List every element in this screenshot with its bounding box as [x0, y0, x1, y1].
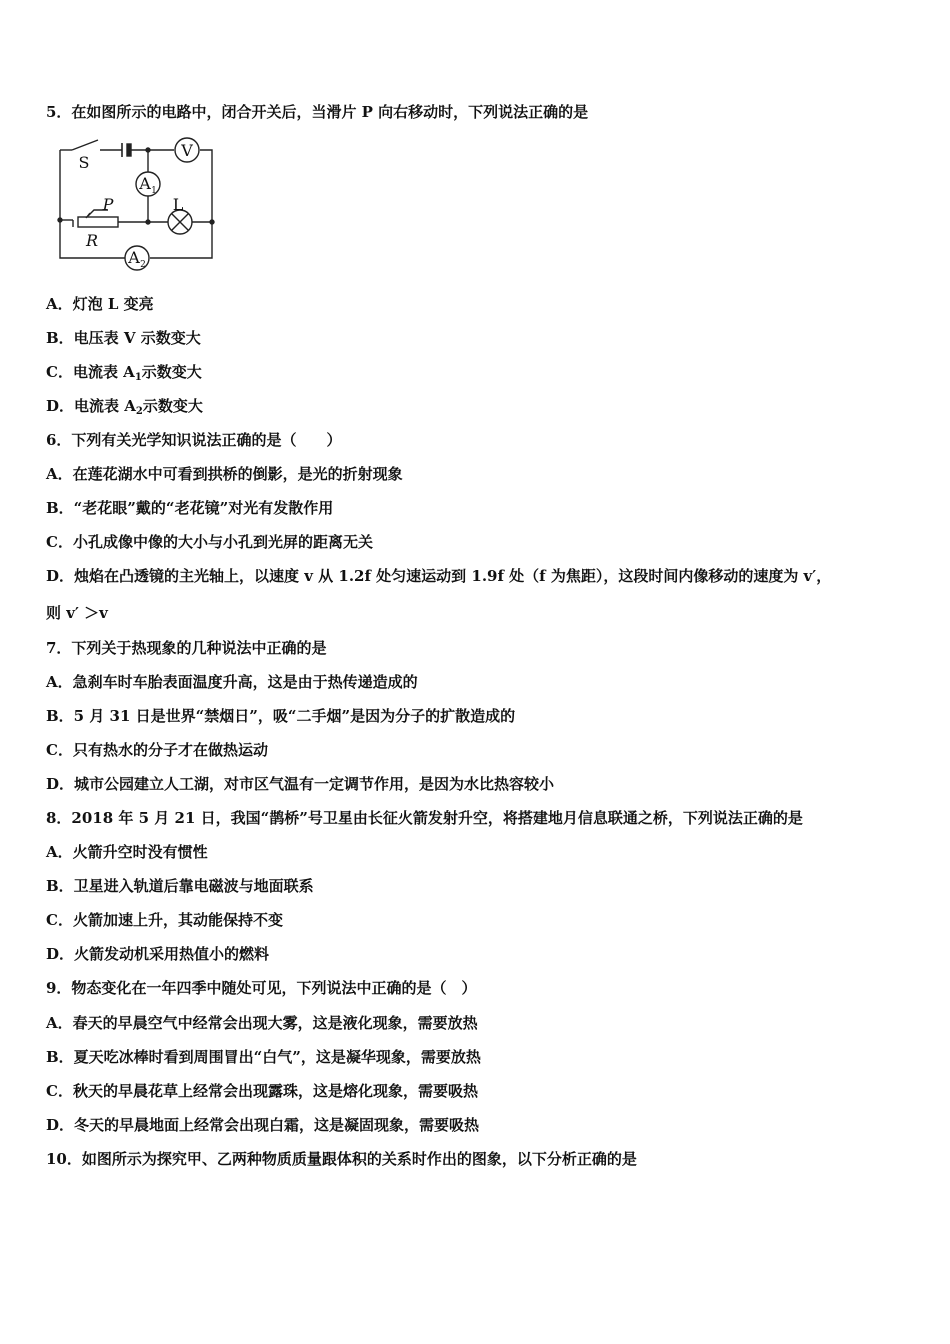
option-d-text: D．电流表 A — [46, 397, 136, 415]
lamp-label: L — [172, 195, 184, 214]
switch-blade — [72, 140, 98, 150]
question-5-option-c — [46, 361, 910, 389]
slider-label: P — [102, 195, 114, 214]
question-7-option-d: D．城市公园建立人工湖，对市区气温有一定调节作用，是因为水比热容较小 — [46, 775, 555, 793]
question-9-stem: 9．物态变化在一年四季中随处可见，下列说法中正确的是（ ） — [46, 979, 477, 997]
option-c-subscript: 1 — [134, 372, 142, 383]
question-5-stem: 5．在如图所示的电路中，闭合开关后，当滑片 P 向右移动时，下列说法正确的是 — [46, 103, 589, 121]
question-9-option-a: A．春天的早晨空气中经常会出现大雾，这是液化现象，需要放热 — [46, 1014, 478, 1032]
question-7-option-c: C．只有热水的分子才在做热运动 — [46, 741, 268, 759]
ammeter-a2-sub: 2 — [140, 260, 146, 270]
question-8-option-b: B．卫星进入轨道后靠电磁波与地面联系 — [46, 877, 314, 895]
option-c-text-end: 示数变大 — [141, 363, 202, 381]
question-7-option-a: A．急刹车时车胎表面温度升高，这是由于热传递造成的 — [46, 673, 418, 691]
question-8-option-c: C．火箭加速上升，其动能保持不变 — [46, 911, 283, 929]
question-7-stem: 7．下列关于热现象的几种说法中正确的是 — [46, 639, 327, 657]
question-6-option-d-cont: 则 v′ ＞v — [46, 604, 108, 622]
question-9-option-b: B．夏天吃冰棒时看到周围冒出“白气”，这是凝华现象，需要放热 — [46, 1048, 481, 1066]
question-5-option-a: A．灯泡 L 变亮 — [46, 295, 154, 313]
question-9-option-c: C．秋天的早晨花草上经常会出现露珠，这是熔化现象，需要吸热 — [46, 1082, 478, 1100]
question-6-stem: 6．下列有关光学知识说法正确的是（ ） — [46, 431, 342, 449]
circuit-diagram — [50, 130, 220, 280]
question-6-option-d: D．烛焰在凸透镜的主光轴上，以速度 v 从 1.2f 处匀速运动到 1.9f 处（f 为焦距），这段时间内像移动的速度为 v′， — [46, 567, 832, 585]
question-9-option-d: D．冬天的早晨地面上经常会出现白霜，这是凝固现象，需要吸热 — [46, 1116, 480, 1134]
question-6-option-b: B．“老花眼”戴的“老花镜”对光有发散作用 — [46, 499, 334, 517]
question-8-option-d: D．火箭发动机采用热值小的燃料 — [46, 945, 270, 963]
ammeter-a2-label: A — [128, 248, 140, 267]
question-8-stem: 8．2018 年 5 月 21 日，我国“鹊桥”号卫星由长征火箭发射升空，将搭建地月信息联通之桥，下列说法正确的是 — [46, 809, 803, 827]
question-6-option-a: A．在莲花湖水中可看到拱桥的倒影，是光的折射现象 — [46, 465, 403, 483]
ammeter-a1-sub: 1 — [151, 186, 157, 196]
voltmeter-label: V — [181, 141, 193, 160]
rheostat-r — [78, 217, 118, 227]
question-6-option-c: C．小孔成像中像的大小与小孔到光屏的距离无关 — [46, 533, 373, 551]
question-5-option-b: B．电压表 V 示数变大 — [46, 329, 201, 347]
option-d-text-end: 示数变大 — [142, 397, 203, 415]
ammeter-a1-label: A — [139, 174, 151, 193]
question-7-option-b: B．5 月 31 日是世界“禁烟日”，吸“二手烟”是因为分子的扩散造成的 — [46, 707, 516, 725]
question-10-stem: 10．如图所示为探究甲、乙两种物质质量跟体积的关系时作出的图象，以下分析正确的是 — [46, 1150, 637, 1168]
question-5-option-d — [46, 395, 910, 423]
option-c-text: C．电流表 A — [46, 363, 135, 381]
switch-label: S — [78, 153, 90, 172]
question-8-option-a: A．火箭升空时没有惯性 — [46, 843, 208, 861]
rheostat-label: R — [85, 231, 99, 250]
option-d-subscript: 2 — [135, 406, 143, 417]
